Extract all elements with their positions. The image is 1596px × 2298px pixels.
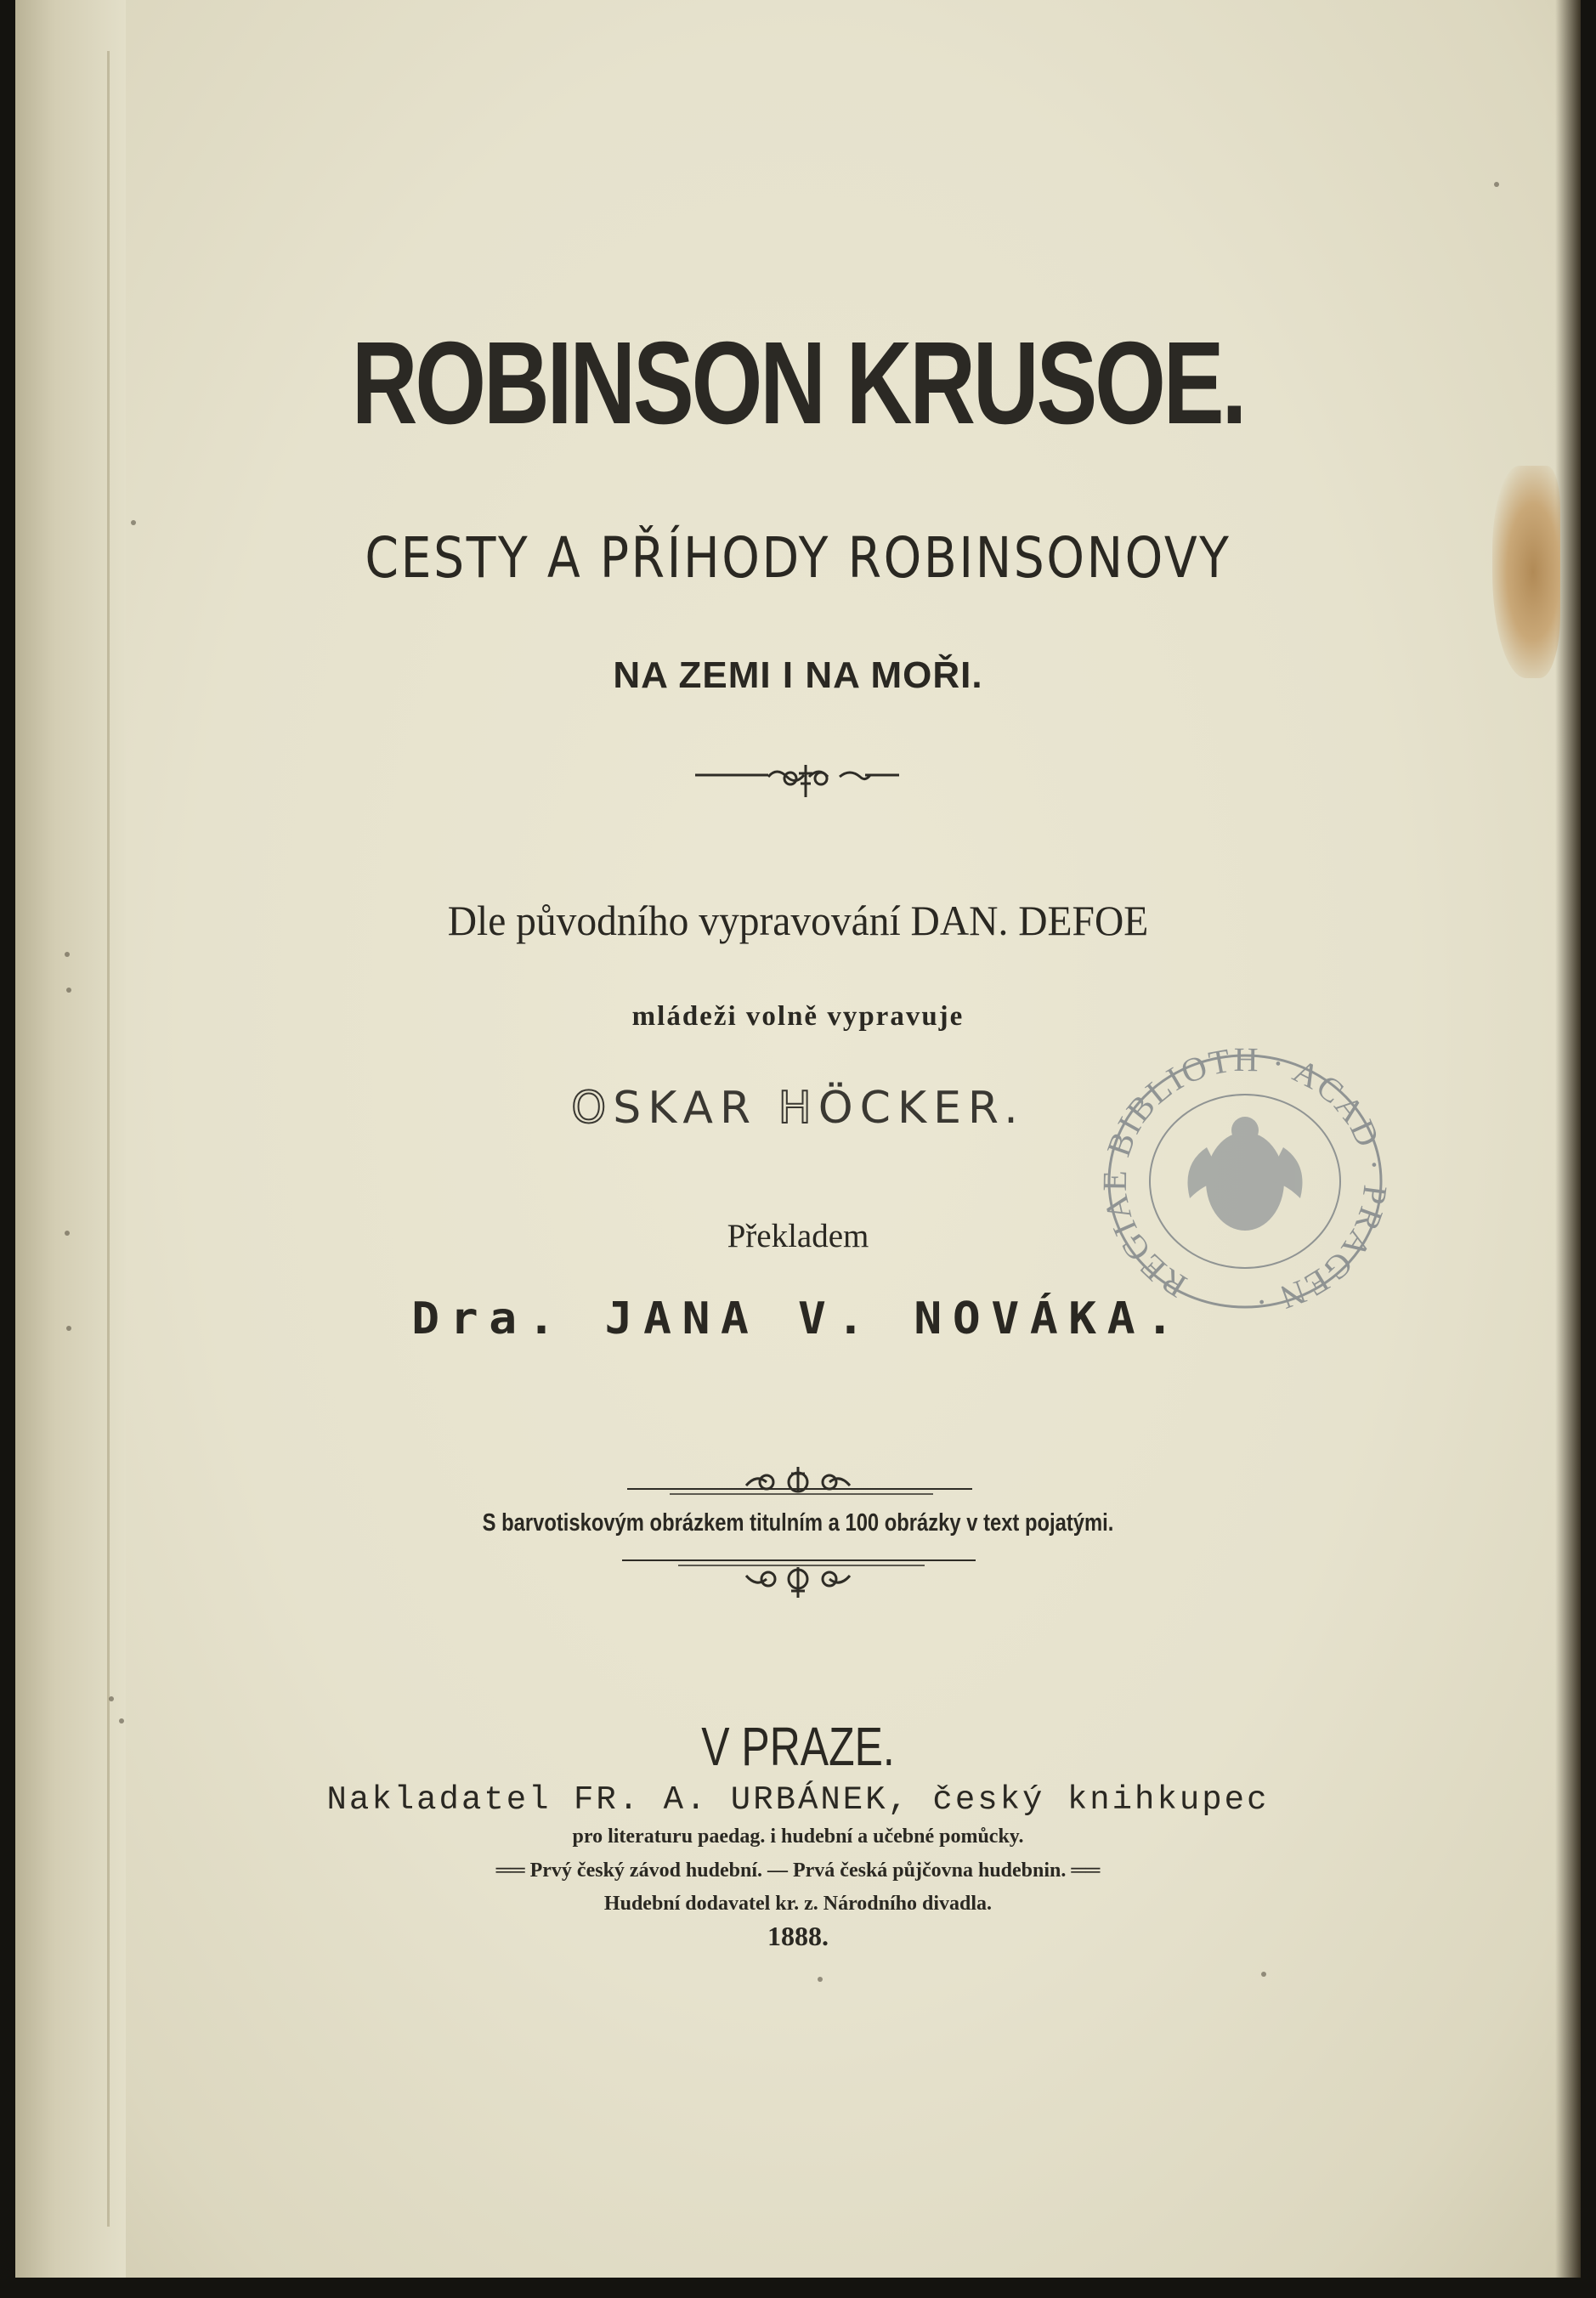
foxing-stain: [1492, 466, 1560, 678]
title-page: [15, 0, 1581, 2278]
book-subtitle: CESTY A PŘÍHODY ROBINSONOVY: [365, 525, 1231, 591]
stamp-eagle-icon: [1188, 1117, 1303, 1231]
retold-line: mládeži volně vypravuje: [631, 1001, 965, 1032]
book-subtitle-secondary: NA ZEMI I NA MOŘI.: [613, 654, 983, 696]
publication-city: V PRAZE.: [701, 1716, 895, 1777]
publisher-subline-3: Hudební dodavatel kr. z. Národního divadla.: [603, 1893, 993, 1915]
author-initial-1: O: [571, 1083, 614, 1134]
library-stamp: [1088, 1045, 1402, 1317]
publisher-subline-1: pro literaturu paedag. i hudební a učebné pomůcky.: [572, 1825, 1024, 1848]
stamp-ring-text: REGIAE BIBLIOTH · ACAD · PRAGEN ·: [1095, 1045, 1395, 1317]
based-on-line: Dle původního vypravování DAN. DEFOE: [447, 897, 1149, 944]
translated-by-label: Překladem: [727, 1218, 869, 1254]
ornament-divider-top-icon: [15, 758, 1581, 809]
author-first-name-rest: SKAR: [613, 1083, 778, 1134]
author-last-name-rest: ÖCKER.: [818, 1083, 1025, 1134]
ornament-divider-bottom-icon: [15, 1555, 1581, 1606]
book-title: ROBINSON KRUSOE.: [351, 318, 1245, 449]
author-initial-2: H: [778, 1083, 818, 1134]
publisher-line: Nakladatel FR. A. URBÁNEK, český knihkupec: [326, 1781, 1270, 1819]
translator-name: Dra. JANA V. NOVÁKA.: [411, 1293, 1185, 1344]
ornament-divider-middle-icon: [15, 1465, 1581, 1499]
illustrations-note: S barvotiskovým obrázkem titulním a 100 obrázky v text pojatými.: [482, 1509, 1114, 1537]
publisher-subline-2: ══ Prvý český závod hudební. — Prvá česká půjčovna hudebnin. ══: [495, 1859, 1101, 1882]
publication-year: 1888.: [767, 1921, 829, 1951]
